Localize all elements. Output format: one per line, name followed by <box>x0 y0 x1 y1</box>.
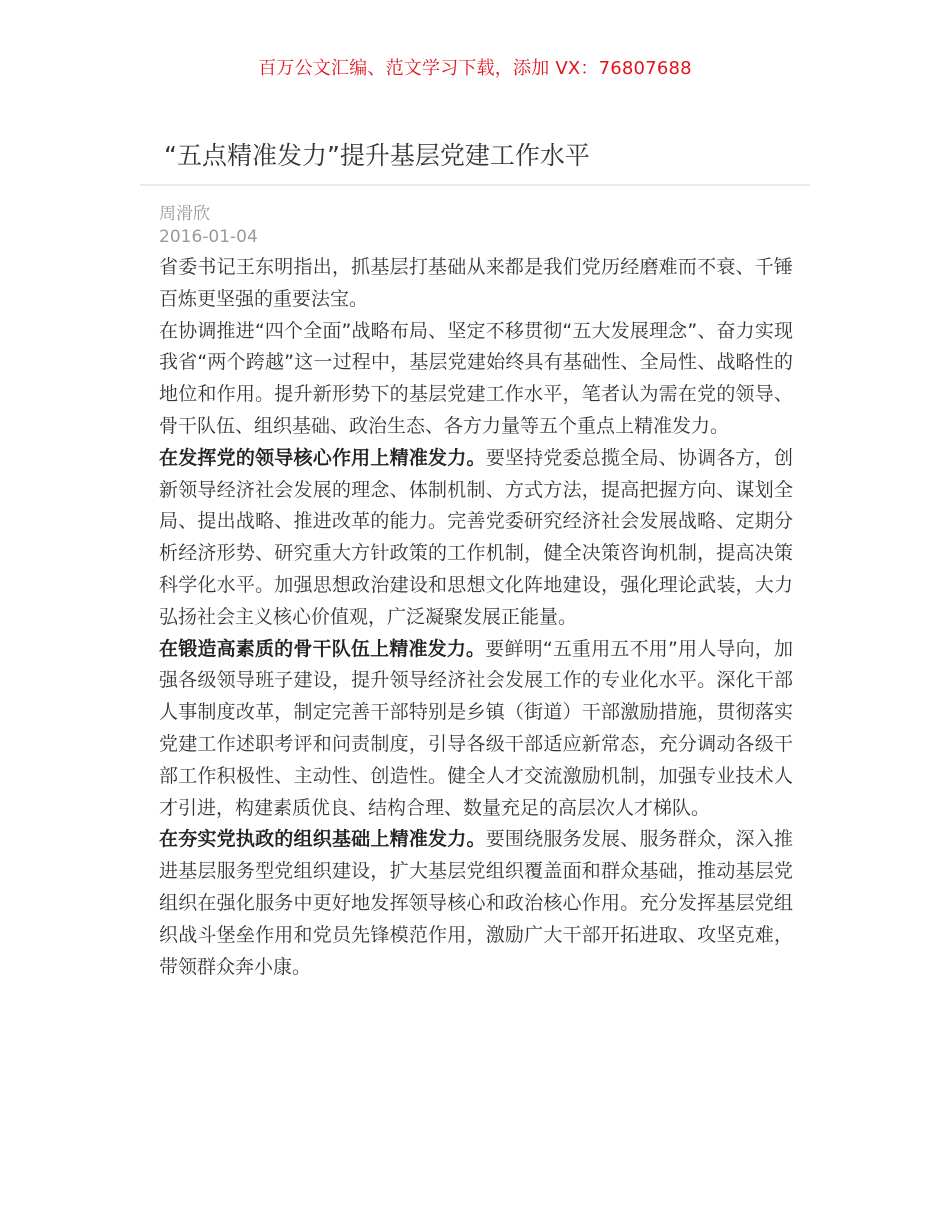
paragraph-lead: 在夯实党执政的组织基础上精准发力。 <box>159 828 486 851</box>
paragraph-intro <box>159 252 793 316</box>
article-meta <box>159 203 258 249</box>
paragraph-text: 要鲜明“五重用五不用”用人导向，加强各级领导班子建设，提升领导经济社会发展工作的专业化水平。深化干部人事制度改革，制定完善干部特别是乡镇（街道）干部激励措施，贯彻落实党建工作述职考评和问责制度，引导各级干部适应新常态，充分调动各级干部工作积极性、主动性、创造性。健全人才交流激励机制，加强专业技术人才引进，构建素质优良、结构合理、数量充足的高层次人才梯队。 <box>159 637 793 819</box>
paragraph-leadership <box>159 443 793 634</box>
paragraph-text: 在协调推进“四个全面”战略布局、坚定不移贯彻“五大发展理念”、奋力实现我省“两个跨越”这一过程中，基层党建始终具有基础性、全局性、战略性的地位和作用。提升新形势下的基层党建工作水平，笔者认为需在党的领导、骨干队伍、组织基础、政治生态、各方力量等五个重点上精准发力。 <box>159 319 793 437</box>
paragraph-lead: 在发挥党的领导核心作用上精准发力。 <box>159 446 486 469</box>
paragraph-cadre-team <box>159 634 793 825</box>
article-author: 周滑欣 <box>159 204 210 224</box>
article-date: 2016-01-04 <box>159 227 258 247</box>
paragraph-text: 要围绕服务发展、服务群众，深入推进基层服务型党组织建设，扩大基层党组织覆盖面和群众基础，推动基层党组织在强化服务中更好地发挥领导核心和政治核心作用。充分发挥基层党组织战斗堡垒作用和党员先锋模范作用，激励广大干部开拓进取、攻坚克难，带领群众奔小康。 <box>159 828 793 978</box>
paragraph-text: 省委书记王东明指出，抓基层打基础从来都是我们党历经磨难而不衰、千锤百炼更坚强的重要法宝。 <box>159 256 793 310</box>
article-title: “五点精准发力”提升基层党建工作水平 <box>164 141 590 170</box>
paragraph-text: 要坚持党委总揽全局、协调各方，创新领导经济社会发展的理念、体制机制、方式方法，提高把握方向、谋划全局、提出战略、推进改革的能力。完善党委研究经济社会发展战略、定期分析经济形势、研究重大方针政策的工作机制，健全决策咨询机制，提高决策科学化水平。加强思想政治建设和思想文化阵地建设，强化理论武装，大力弘扬社会主义核心价值观，广泛凝聚发展正能量。 <box>159 446 793 628</box>
title-divider <box>140 184 810 186</box>
article-body <box>159 252 793 983</box>
promo-banner: 百万公文汇编、范文学习下载，添加 VX：76807688 <box>258 58 692 79</box>
paragraph-organization <box>159 824 793 983</box>
paragraph-lead: 在锻造高素质的骨干队伍上精准发力。 <box>159 637 486 660</box>
paragraph-context <box>159 316 793 443</box>
